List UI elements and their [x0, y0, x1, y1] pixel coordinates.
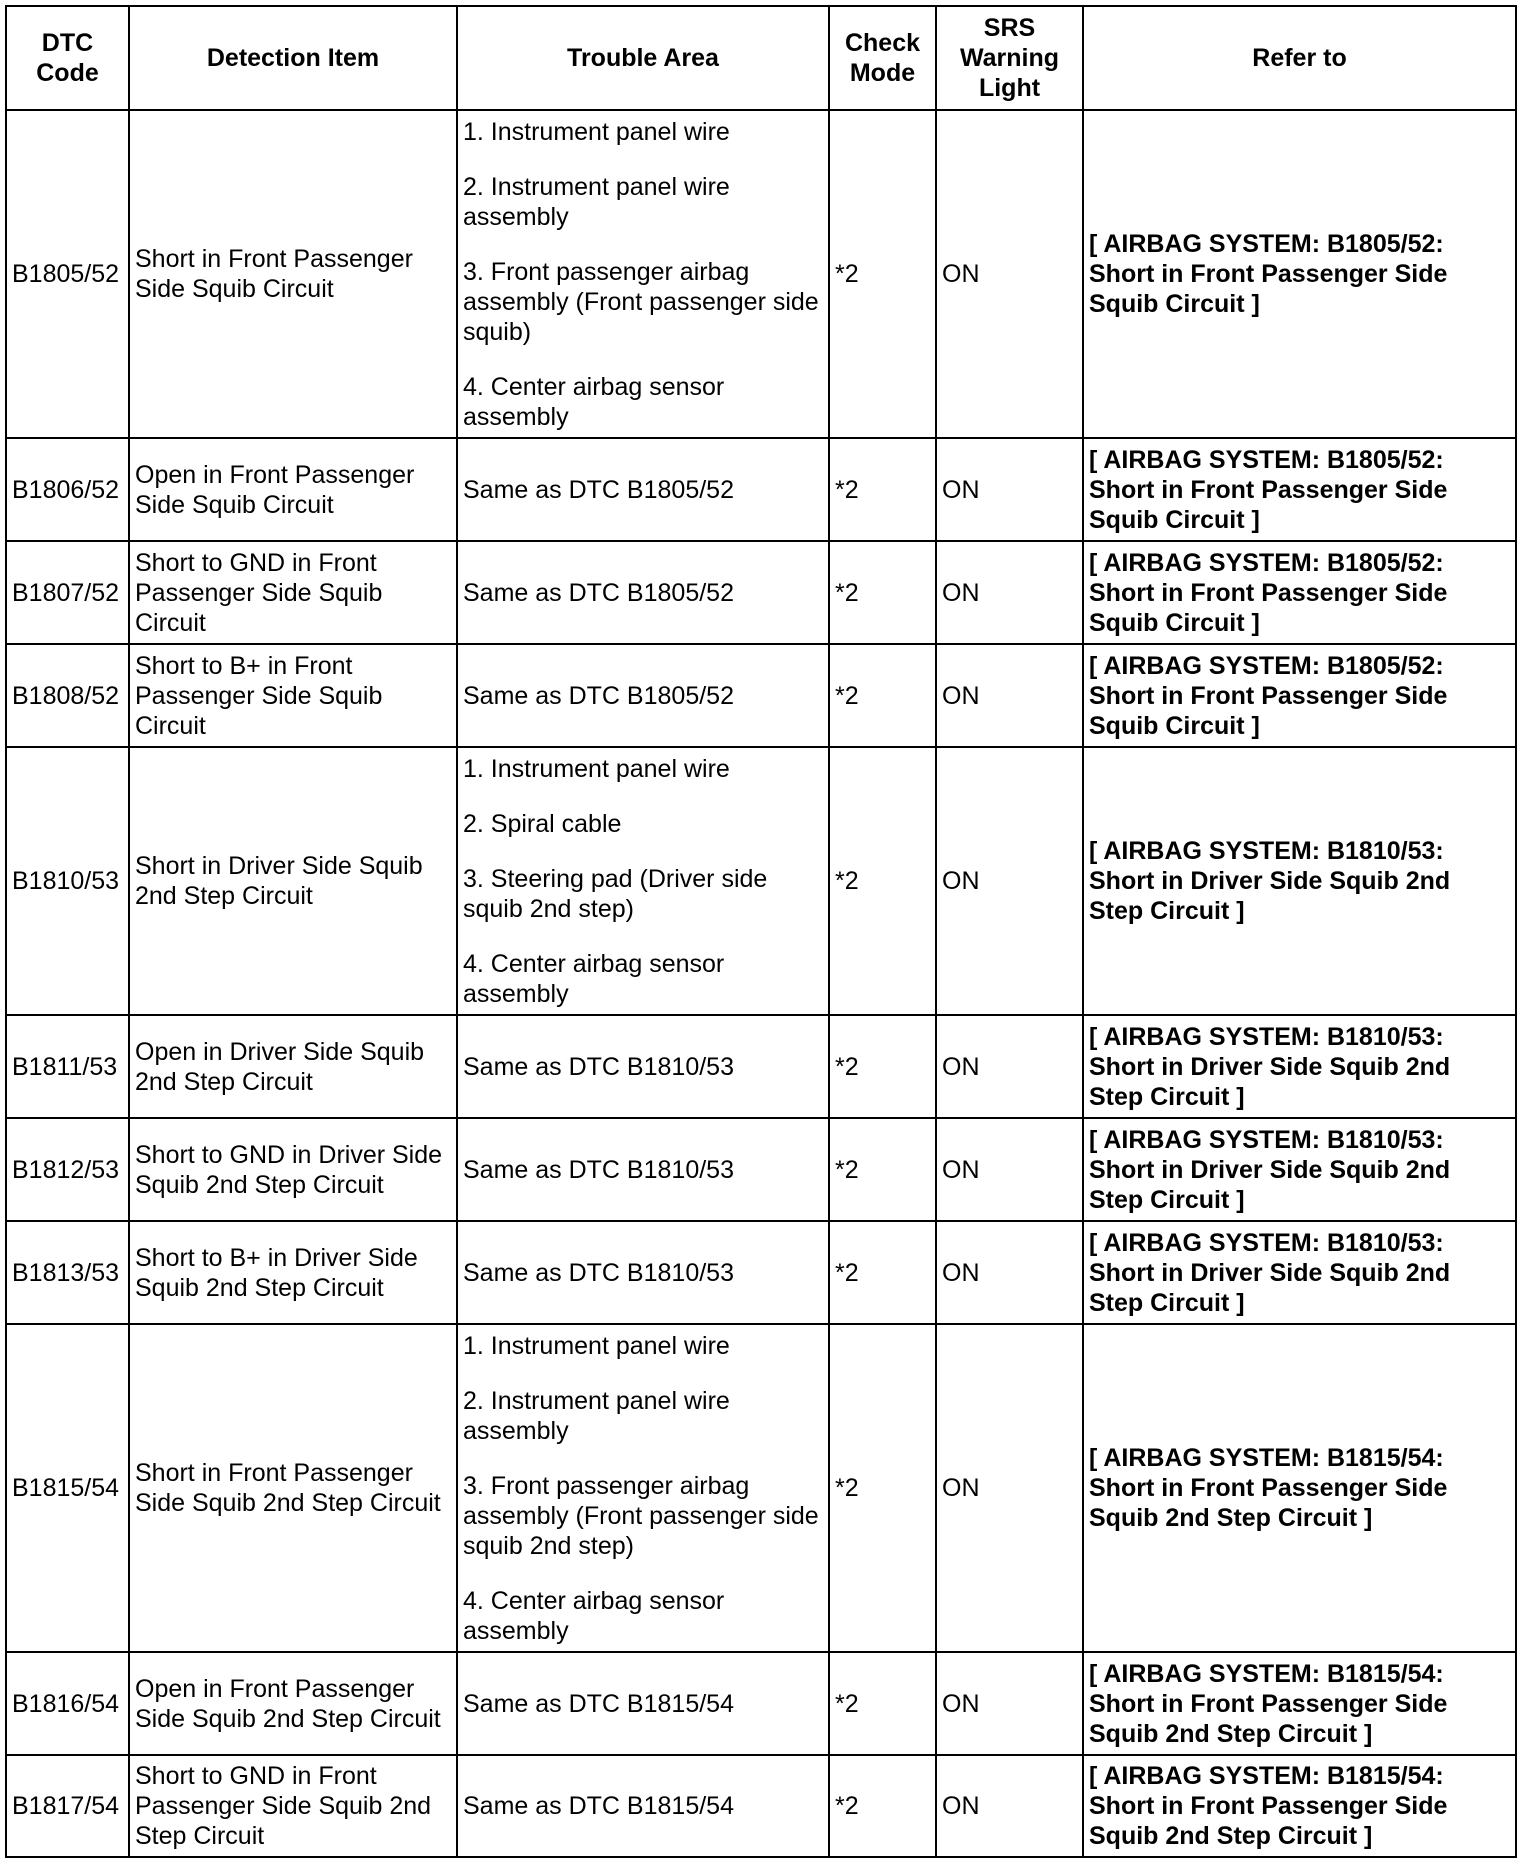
- refer-to-link: [ AIRBAG SYSTEM: B1810/53: Short in Driver Side Squib 2nd Step Circuit ]: [1089, 1228, 1451, 1317]
- check-mode-cell: [829, 1324, 936, 1652]
- srs-warning-light: ON: [942, 260, 980, 288]
- refer-to-link: [ AIRBAG SYSTEM: B1810/53: Short in Driver Side Squib 2nd Step Circuit ]: [1089, 837, 1451, 925]
- detection-item-cell: [129, 1652, 457, 1755]
- refer-to-cell: [1083, 1755, 1516, 1857]
- check-mode-cell: [829, 1015, 936, 1118]
- srs-warning-light-cell: [936, 1324, 1083, 1652]
- trouble-area-list: [463, 1791, 823, 1821]
- srs-warning-light: ON: [942, 1689, 980, 1718]
- dtc-code-cell: [6, 438, 129, 541]
- srs-warning-light: ON: [942, 1155, 980, 1184]
- header-refer-to: [1083, 6, 1516, 110]
- dtc-code-cell: [6, 1015, 129, 1118]
- check-mode: *2: [835, 1155, 859, 1184]
- check-mode-cell: [829, 541, 936, 644]
- detection-item: Short to GND in Front Passenger Side Squib Circuit: [135, 548, 383, 637]
- trouble-area-item: Same as DTC B1805/52: [463, 578, 734, 607]
- refer-to-link: [ AIRBAG SYSTEM: B1805/52: Short in Front Passenger Side Squib Circuit ]: [1089, 230, 1448, 318]
- srs-warning-light: ON: [942, 1052, 980, 1081]
- check-mode: *2: [835, 1258, 859, 1287]
- header-srs-warning-light-label: SRS Warning Light: [959, 14, 1060, 102]
- dtc-code-cell: [6, 1324, 129, 1652]
- dtc-code: B1810/53: [12, 867, 120, 895]
- trouble-area-item: Same as DTC B1815/54: [463, 1689, 734, 1718]
- trouble-area-list: [463, 681, 823, 711]
- detection-item-cell: [129, 1118, 457, 1221]
- check-mode: *2: [835, 260, 859, 288]
- trouble-area-cell: [457, 541, 829, 644]
- trouble-area-item: 1. Instrument panel wire: [463, 1331, 730, 1360]
- trouble-area-item: Same as DTC B1805/52: [463, 475, 734, 504]
- trouble-area-list: [463, 1258, 823, 1288]
- dtc-code-cell: [6, 1755, 129, 1857]
- trouble-area-cell: [457, 1755, 829, 1857]
- header-row: [6, 6, 1516, 110]
- table-row: [6, 1755, 1516, 1857]
- refer-to-cell: [1083, 1118, 1516, 1221]
- trouble-area-cell: [457, 110, 829, 438]
- trouble-area-list: [463, 1155, 823, 1185]
- srs-warning-light-cell: [936, 541, 1083, 644]
- dtc-code-cell: [6, 644, 129, 747]
- srs-warning-light: ON: [942, 681, 980, 710]
- trouble-area-list: [463, 117, 823, 432]
- srs-warning-light-cell: [936, 1015, 1083, 1118]
- check-mode: *2: [835, 1052, 859, 1081]
- trouble-area-item: Same as DTC B1810/53: [463, 1052, 734, 1081]
- dtc-code: B1812/53: [12, 1155, 120, 1184]
- detection-item-cell: [129, 644, 457, 747]
- refer-to-cell: [1083, 1221, 1516, 1324]
- trouble-area-list: [463, 1052, 823, 1082]
- header-detection-item-label: Detection Item: [206, 44, 380, 72]
- refer-to-cell: [1083, 1015, 1516, 1118]
- detection-item-cell: [129, 1221, 457, 1324]
- detection-item-cell: [129, 1755, 457, 1857]
- detection-item: Open in Front Passenger Side Squib Circuit: [135, 460, 415, 519]
- trouble-area-item: 4. Center airbag sensor assembly: [463, 949, 725, 1008]
- header-srs-warning-light: [936, 6, 1083, 110]
- refer-to-cell: [1083, 1324, 1516, 1652]
- table-row: [6, 1652, 1516, 1755]
- trouble-area-cell: [457, 1118, 829, 1221]
- dtc-code: B1817/54: [12, 1792, 120, 1820]
- check-mode-cell: [829, 1118, 936, 1221]
- table-row: [6, 1221, 1516, 1324]
- dtc-code: B1806/52: [12, 475, 120, 504]
- detection-item: Short in Front Passenger Side Squib Circuit: [135, 245, 413, 303]
- srs-warning-light-cell: [936, 747, 1083, 1015]
- trouble-area-list: [463, 754, 823, 1009]
- trouble-area-item: 4. Center airbag sensor assembly: [463, 1586, 725, 1645]
- header-check-mode: [829, 6, 936, 110]
- check-mode-cell: [829, 1221, 936, 1324]
- dtc-code-cell: [6, 110, 129, 438]
- trouble-area-item: 2. Instrument panel wire assembly: [463, 1386, 730, 1445]
- detection-item: Open in Front Passenger Side Squib 2nd Step Circuit: [135, 1674, 441, 1733]
- check-mode: *2: [835, 1792, 859, 1820]
- check-mode-cell: [829, 110, 936, 438]
- table-row: [6, 541, 1516, 644]
- detection-item: Short to GND in Front Passenger Side Squib 2nd Step Circuit: [135, 1762, 432, 1850]
- srs-warning-light: ON: [942, 1258, 980, 1287]
- header-refer-to-label: Refer to: [1252, 44, 1347, 72]
- detection-item: Short in Front Passenger Side Squib 2nd Step Circuit: [135, 1459, 441, 1517]
- check-mode: *2: [835, 1474, 859, 1502]
- srs-warning-light: ON: [942, 475, 980, 504]
- refer-to-link: [ AIRBAG SYSTEM: B1810/53: Short in Driver Side Squib 2nd Step Circuit ]: [1089, 1125, 1451, 1214]
- srs-warning-light-cell: [936, 1755, 1083, 1857]
- check-mode: *2: [835, 578, 859, 607]
- refer-to-link: [ AIRBAG SYSTEM: B1805/52: Short in Front Passenger Side Squib Circuit ]: [1089, 651, 1448, 740]
- refer-to-link: [ AIRBAG SYSTEM: B1805/52: Short in Front Passenger Side Squib Circuit ]: [1089, 445, 1448, 534]
- header-check-mode-label: Check Mode: [844, 29, 921, 87]
- detection-item: Open in Driver Side Squib 2nd Step Circuit: [135, 1037, 425, 1096]
- table-row: [6, 1015, 1516, 1118]
- refer-to-link: [ AIRBAG SYSTEM: B1815/54: Short in Front Passenger Side Squib 2nd Step Circuit ]: [1089, 1444, 1448, 1532]
- check-mode: *2: [835, 1689, 859, 1718]
- detection-item: Short to GND in Driver Side Squib 2nd Step Circuit: [135, 1140, 443, 1199]
- dtc-code: B1808/52: [12, 681, 120, 710]
- detection-item-cell: [129, 438, 457, 541]
- trouble-area-list: [463, 1689, 823, 1719]
- refer-to-link: [ AIRBAG SYSTEM: B1810/53: Short in Driver Side Squib 2nd Step Circuit ]: [1089, 1022, 1451, 1111]
- dtc-code: B1807/52: [12, 578, 120, 607]
- detection-item-cell: [129, 747, 457, 1015]
- detection-item: Short to B+ in Driver Side Squib 2nd Step Circuit: [135, 1243, 418, 1302]
- trouble-area-item: Same as DTC B1810/53: [463, 1258, 734, 1287]
- detection-item: Short to B+ in Front Passenger Side Squib Circuit: [135, 651, 383, 740]
- dtc-code: B1813/53: [12, 1258, 120, 1287]
- check-mode: *2: [835, 867, 859, 895]
- trouble-area-cell: [457, 1324, 829, 1652]
- table-row: [6, 747, 1516, 1015]
- table-row: [6, 1324, 1516, 1652]
- header-trouble-area-label: Trouble Area: [567, 44, 719, 72]
- refer-to-cell: [1083, 110, 1516, 438]
- trouble-area-cell: [457, 644, 829, 747]
- refer-to-link: [ AIRBAG SYSTEM: B1815/54: Short in Front Passenger Side Squib 2nd Step Circuit ]: [1089, 1659, 1448, 1748]
- check-mode: *2: [835, 475, 859, 504]
- srs-warning-light-cell: [936, 644, 1083, 747]
- check-mode-cell: [829, 1652, 936, 1755]
- dtc-code: B1816/54: [12, 1689, 120, 1718]
- dtc-code-cell: [6, 541, 129, 644]
- srs-warning-light-cell: [936, 1118, 1083, 1221]
- dtc-table-body: [6, 110, 1516, 1857]
- srs-warning-light-cell: [936, 1221, 1083, 1324]
- trouble-area-list: [463, 578, 823, 608]
- refer-to-cell: [1083, 644, 1516, 747]
- trouble-area-cell: [457, 1015, 829, 1118]
- trouble-area-item: 1. Instrument panel wire: [463, 754, 730, 783]
- header-detection-item: [129, 6, 457, 110]
- header-dtc-code-label: DTC Code: [36, 29, 99, 87]
- detection-item-cell: [129, 1015, 457, 1118]
- check-mode-cell: [829, 747, 936, 1015]
- trouble-area-item: Same as DTC B1815/54: [463, 1792, 734, 1820]
- table-row: [6, 110, 1516, 438]
- trouble-area-item: Same as DTC B1810/53: [463, 1155, 734, 1184]
- dtc-code: B1811/53: [12, 1052, 118, 1081]
- trouble-area-item: Same as DTC B1805/52: [463, 681, 734, 710]
- dtc-code: B1815/54: [12, 1474, 120, 1502]
- refer-to-link: [ AIRBAG SYSTEM: B1815/54: Short in Front Passenger Side Squib 2nd Step Circuit ]: [1089, 1762, 1448, 1850]
- check-mode-cell: [829, 438, 936, 541]
- dtc-code: B1805/52: [12, 260, 120, 288]
- detection-item-cell: [129, 1324, 457, 1652]
- check-mode-cell: [829, 644, 936, 747]
- header-trouble-area: [457, 6, 829, 110]
- detection-item-cell: [129, 541, 457, 644]
- dtc-table: [5, 5, 1517, 1858]
- dtc-code-cell: [6, 1118, 129, 1221]
- dtc-code-cell: [6, 1221, 129, 1324]
- trouble-area-item: 2. Spiral cable: [463, 809, 622, 838]
- check-mode: *2: [835, 681, 859, 710]
- trouble-area-item: 4. Center airbag sensor assembly: [463, 372, 725, 431]
- srs-warning-light-cell: [936, 438, 1083, 541]
- trouble-area-item: 2. Instrument panel wire assembly: [463, 172, 730, 231]
- table-row: [6, 1118, 1516, 1221]
- detection-item-cell: [129, 110, 457, 438]
- refer-to-cell: [1083, 747, 1516, 1015]
- trouble-area-list: [463, 1331, 823, 1646]
- refer-to-cell: [1083, 438, 1516, 541]
- detection-item: Short in Driver Side Squib 2nd Step Circuit: [135, 852, 423, 910]
- trouble-area-cell: [457, 438, 829, 541]
- trouble-area-item: 3. Steering pad (Driver side squib 2nd step): [463, 864, 768, 923]
- refer-to-cell: [1083, 541, 1516, 644]
- check-mode-cell: [829, 1755, 936, 1857]
- trouble-area-item: 3. Front passenger airbag assembly (Front passenger side squib 2nd step): [463, 1471, 819, 1560]
- srs-warning-light: ON: [942, 578, 980, 607]
- dtc-code-cell: [6, 747, 129, 1015]
- trouble-area-list: [463, 475, 823, 505]
- refer-to-link: [ AIRBAG SYSTEM: B1805/52: Short in Front Passenger Side Squib Circuit ]: [1089, 548, 1448, 637]
- table-row: [6, 438, 1516, 541]
- srs-warning-light: ON: [942, 867, 980, 895]
- trouble-area-item: 3. Front passenger airbag assembly (Front passenger side squib): [463, 257, 819, 346]
- srs-warning-light-cell: [936, 1652, 1083, 1755]
- table-row: [6, 644, 1516, 747]
- trouble-area-cell: [457, 1221, 829, 1324]
- header-dtc-code: [6, 6, 129, 110]
- dtc-code-cell: [6, 1652, 129, 1755]
- trouble-area-item: 1. Instrument panel wire: [463, 117, 730, 146]
- trouble-area-cell: [457, 1652, 829, 1755]
- srs-warning-light: ON: [942, 1474, 980, 1502]
- trouble-area-cell: [457, 747, 829, 1015]
- srs-warning-light: ON: [942, 1792, 980, 1820]
- srs-warning-light-cell: [936, 110, 1083, 438]
- refer-to-cell: [1083, 1652, 1516, 1755]
